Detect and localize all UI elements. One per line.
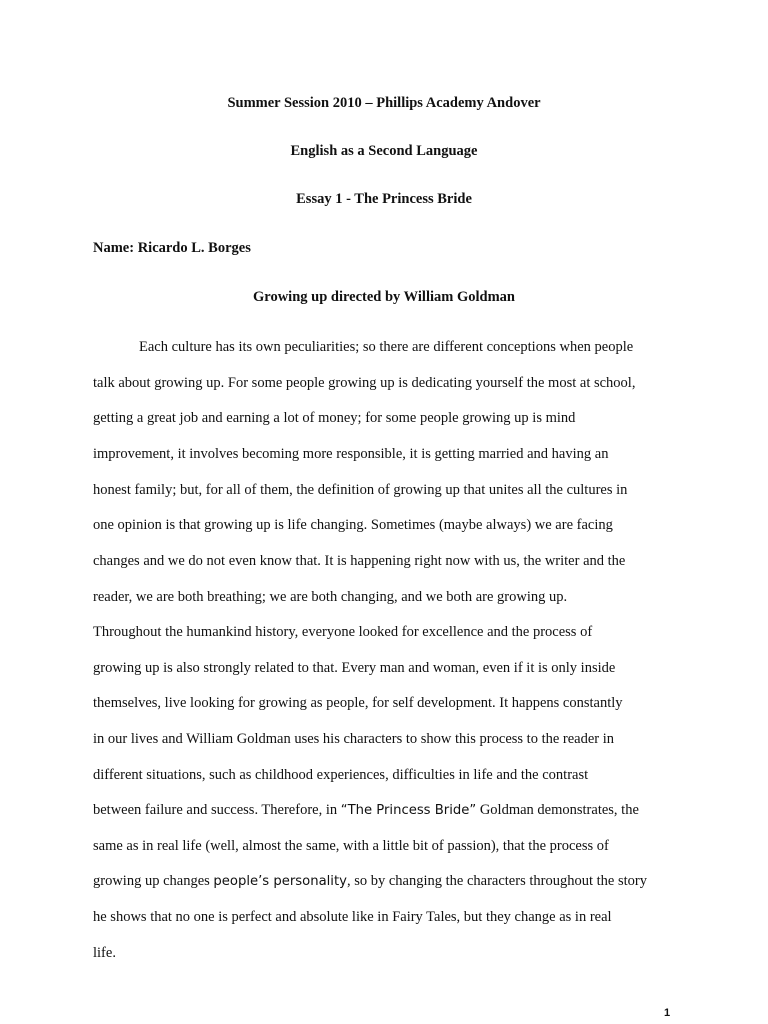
session-heading: Summer Session 2010 – Phillips Academy Andover	[227, 95, 541, 111]
paragraph-line: growing up is also strongly related to that. Every man and woman, even if it is only inside	[93, 660, 616, 676]
paragraph-line: changes and we do not even know that. It is happening right now with us, the writer and the	[93, 553, 626, 569]
paragraph-line: same as in real life (well, almost the same, with a little bit of passion), that the process of	[93, 838, 609, 854]
paragraph-line: Throughout the humankind history, everyone looked for excellence and the process of	[93, 624, 593, 640]
paragraph-line: Each culture has its own peculiarities; so there are different conceptions when people	[139, 339, 634, 355]
paragraph-line	[93, 872, 647, 891]
paragraph-line: in our lives and William Goldman uses his characters to show this process to the reader in	[93, 731, 615, 747]
paragraph-line: getting a great job and earning a lot of money; for some people growing up is mind	[93, 410, 576, 426]
paragraph-line: life.	[93, 945, 116, 961]
paragraph-line: reader, we are both breathing; we are both changing, and we both are growing up.	[93, 589, 568, 605]
paragraph-line: improvement, it involves becoming more responsible, it is getting married and having an	[93, 446, 609, 462]
book-title-reference: “The Princess Bride”	[340, 803, 477, 818]
paragraph-line: talk about growing up. For some people growing up is dedicating yourself the most at school,	[93, 375, 636, 391]
paragraph-line	[93, 801, 639, 820]
page-number: 1	[664, 1007, 671, 1019]
line-text: growing up changes	[93, 873, 214, 889]
paragraph-line: honest family; but, for all of them, the definition of growing up that unites all the cultures in	[93, 482, 628, 498]
course-heading: English as a Second Language	[290, 143, 478, 159]
paragraph-line: themselves, live looking for growing as people, for self development. It happens constantly	[93, 695, 623, 711]
essay-title: Growing up directed by William Goldman	[253, 289, 515, 305]
paragraph-line: one opinion is that growing up is life changing. Sometimes (maybe always) we are facing	[93, 517, 613, 533]
highlighted-phrase: people’s personality	[213, 874, 347, 889]
essay-heading: Essay 1 - The Princess Bride	[296, 191, 472, 207]
paragraph-line: different situations, such as childhood experiences, difficulties in life and the contrast	[93, 767, 589, 783]
line-text: , so by changing the characters throughout the story	[346, 873, 647, 889]
line-text: Goldman demonstrates, the	[476, 802, 639, 818]
student-name: Name: Ricardo L. Borges	[93, 240, 251, 256]
paragraph-line: he shows that no one is perfect and absolute like in Fairy Tales, but they change as in real	[93, 909, 612, 925]
line-text: between failure and success. Therefore, in	[93, 802, 341, 818]
